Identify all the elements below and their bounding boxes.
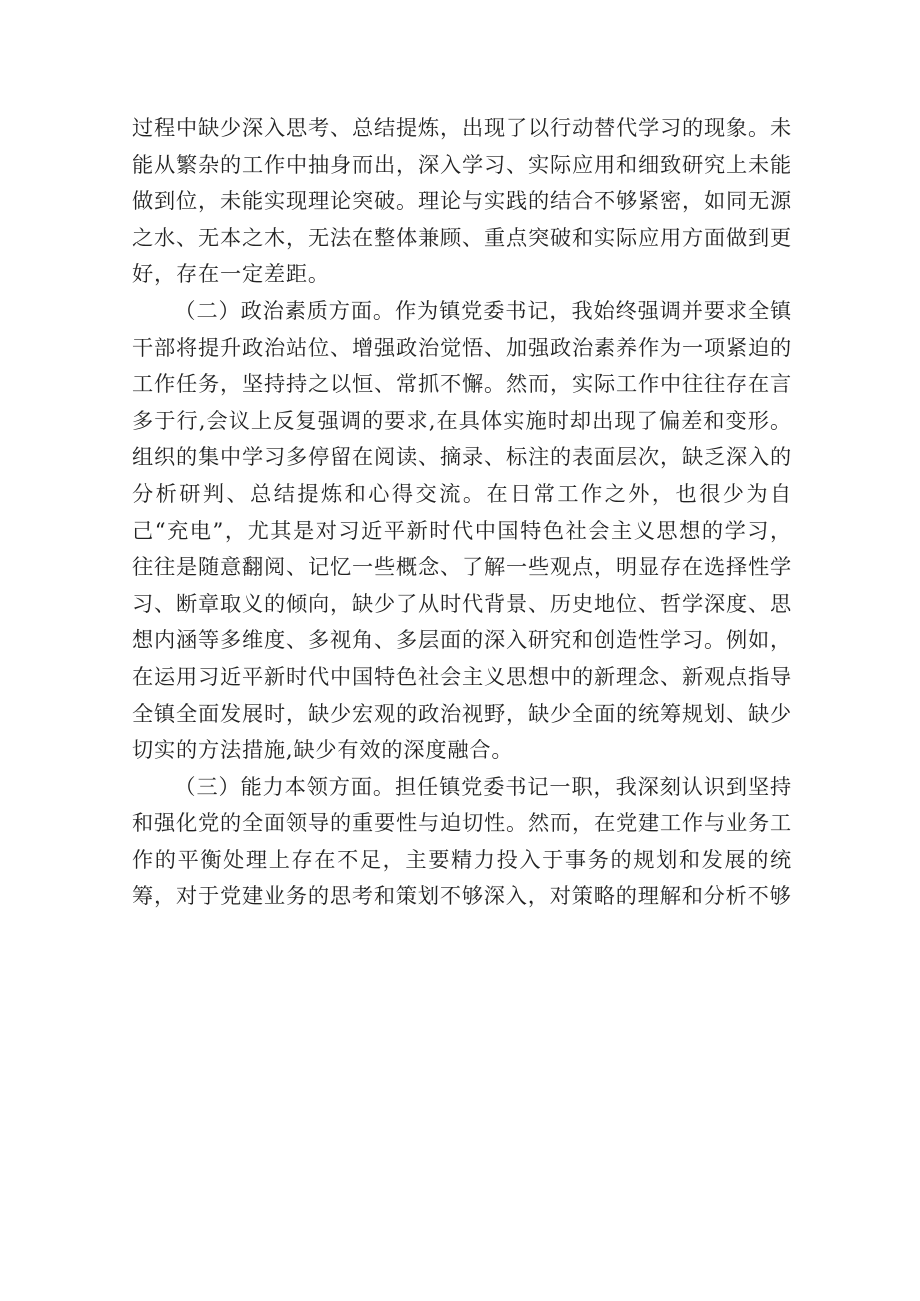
paragraph-ability-skills: （三）能力本领方面。担任镇党委书记一职，我深刻认识到坚持和强化党的全面领导的重要性与迫切性。然而，在党建工作与业务工作的平衡处理上存在不足，主要精力投入于事务的规划和发展的统筹，对于党建业务的思考和策划不够深入，对策略的理解和分析不够 — [132, 773, 792, 909]
paragraph-continuation: 过程中缺少深入思考、总结提炼，出现了以行动替代学习的现象。未能从繁杂的工作中抽身而出，深入学习、实际应用和细致研究上未能做到位，未能实现理论突破。理论与实践的结合不够紧密，如同无源之水、无本之木，无法在整体兼顾、重点突破和实际应用方面做到更好，存在一定差距。 — [132, 115, 792, 287]
paragraph-political-quality: （二）政治素质方面。作为镇党委书记，我始终强调并要求全镇干部将提升政治站位、增强政治觉悟、加强政治素养作为一项紧迫的工作任务，坚持持之以恒、常抓不懈。然而，实际工作中往往存在言多于行,会议上反复强调的要求,在具体实施时却出现了偏差和变形。组织的集中学习多停留在阅读、摘录、标注的表面层次，缺乏深入的分析研判、总结提炼和心得交流。在日常工作之外，也很少为自己“充电”，尤其是对习近平新时代中国特色社会主义思想的学习，往往是随意翻阅、记忆一些概念、了解一些观点，明显存在选择性学习、断章取义的倾向，缺少了从时代背景、历史地位、哲学深度、思想内涵等多维度、多视角、多层面的深入研究和创造性学习。例如，在运用习近平新时代中国特色社会主义思想中的新理念、新观点指导全镇全面发展时，缺少宏观的政治视野，缺少全面的统筹规划、缺少切实的方法措施,缺少有效的深度融合。 — [132, 297, 792, 763]
document-body — [132, 110, 792, 915]
